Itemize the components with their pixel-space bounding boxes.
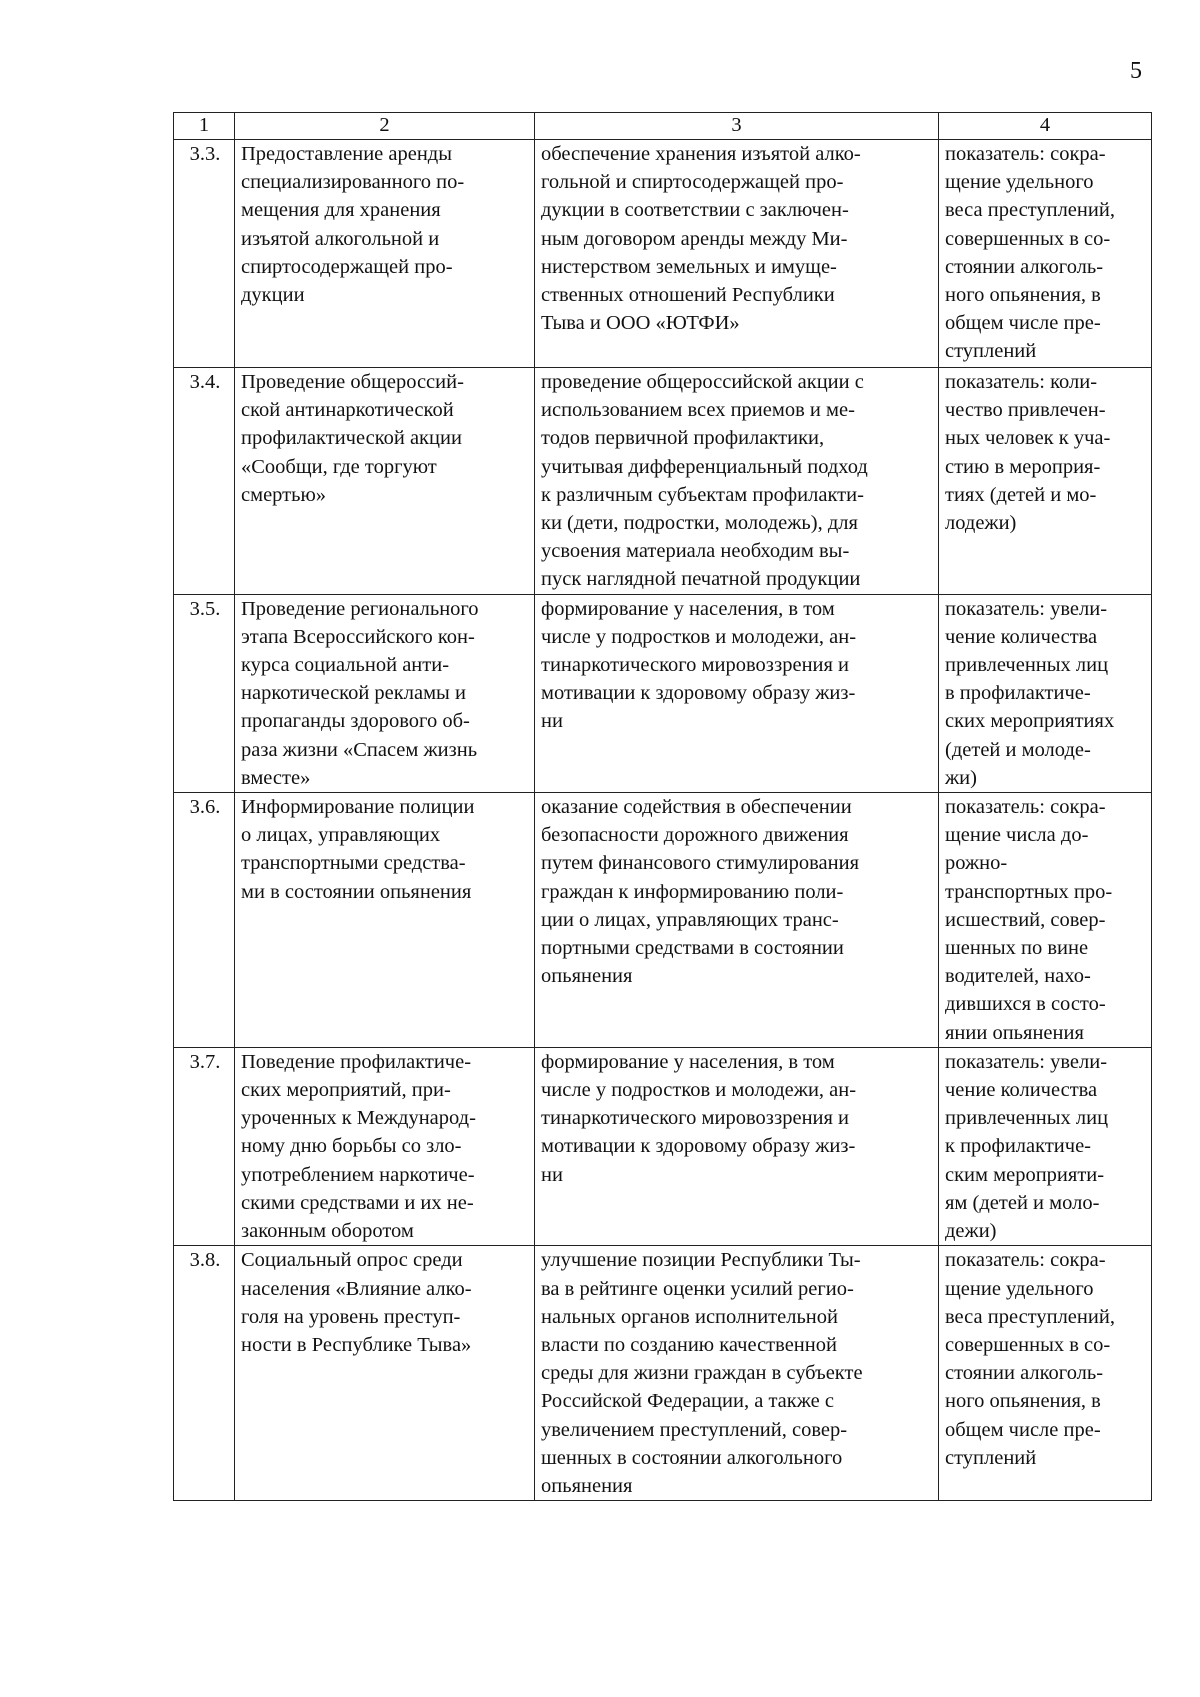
row-number-cell: 3.4. <box>174 368 235 595</box>
result-line: Российской Федерации, а также с <box>541 1390 834 1413</box>
event-line: мещения для хранения <box>241 199 441 222</box>
header-cell-4: 4 <box>939 113 1152 140</box>
row-number-cell: 3.7. <box>174 1047 235 1245</box>
indicator-line: показатель: увели- <box>945 597 1108 620</box>
indicator-line: шенных по вине <box>945 937 1089 960</box>
result-line: ни <box>541 710 563 733</box>
result-line: формирование у населения, в том <box>541 1050 835 1073</box>
indicator-line: к профилактиче- <box>945 1135 1091 1158</box>
event-line: спиртосодержащей про- <box>241 255 453 278</box>
result-line: использованием всех приемов и ме- <box>541 399 855 422</box>
event-line: «Сообщи, где торгуют <box>241 455 437 478</box>
result-line: усвоения материала необходим вы- <box>541 540 850 563</box>
result-line: мотивации к здоровому образу жиз- <box>541 1135 856 1158</box>
indicator-line: ступлений <box>945 1446 1037 1469</box>
event-cell <box>235 368 535 595</box>
indicator-line: водителей, нахо- <box>945 965 1091 988</box>
header-cell-2: 2 <box>235 113 535 140</box>
result-line: шенных в состоянии алкогольного <box>541 1446 843 1469</box>
event-cell <box>235 1246 535 1501</box>
result-line: пуск наглядной печатной продукции <box>541 568 861 591</box>
indicator-cell <box>939 1047 1152 1245</box>
header-cell-1: 1 <box>174 113 235 140</box>
result-line: опьянения <box>541 965 633 988</box>
result-cell <box>535 793 939 1048</box>
indicator-line: показатель: коли- <box>945 371 1098 393</box>
indicator-line: исшествий, совер- <box>945 908 1106 931</box>
event-line: уроченных к Международ- <box>241 1107 476 1130</box>
table-body <box>174 140 1152 1501</box>
indicator-line: веса преступлений, <box>945 199 1115 222</box>
event-line: Социальный опрос среди <box>241 1249 463 1272</box>
table-row <box>174 1246 1152 1501</box>
result-cell <box>535 1246 939 1501</box>
event-line: употреблением наркотиче- <box>241 1163 475 1186</box>
result-line: гольной и спиртосодержащей про- <box>541 171 844 194</box>
result-line: ки (дети, подростки, молодежь), для <box>541 512 858 535</box>
indicator-line: чество привлечен- <box>945 399 1106 422</box>
event-line: изъятой алкогольной и <box>241 227 440 250</box>
result-line: оказание содействия в обеспечении <box>541 796 852 819</box>
event-line: ми в состоянии опьянения <box>241 880 472 903</box>
indicator-line: показатель: сокра- <box>945 796 1106 819</box>
indicator-line: ступлений <box>945 340 1037 363</box>
result-line: учитывая дифференциальный подход <box>541 455 868 478</box>
result-cell <box>535 594 939 792</box>
event-line: Проведение общероссий- <box>241 371 464 393</box>
result-line: формирование у населения, в том <box>541 597 835 620</box>
indicator-line: чение количества <box>945 1079 1098 1102</box>
indicator-line: веса преступлений, <box>945 1305 1115 1328</box>
row-number-cell: 3.3. <box>174 140 235 368</box>
indicator-line: стоянии алкоголь- <box>945 255 1104 278</box>
event-line: вместе» <box>241 766 311 789</box>
event-line: голя на уровень преступ- <box>241 1305 461 1328</box>
event-line: о лицах, управляющих <box>241 824 441 847</box>
indicator-cell <box>939 1246 1152 1501</box>
table-row <box>174 594 1152 792</box>
indicator-line: ного опьянения, в <box>945 1390 1101 1413</box>
indicator-line: лодежи) <box>945 512 1017 535</box>
result-line: среды для жизни граждан в субъекте <box>541 1362 863 1385</box>
row-number-cell: 3.5. <box>174 594 235 792</box>
event-line: населения «Влияние алко- <box>241 1277 472 1300</box>
event-line: законным оборотом <box>241 1220 414 1243</box>
table-row <box>174 793 1152 1048</box>
event-line: ской антинаркотической <box>241 399 454 422</box>
indicator-line: общем числе пре- <box>945 1418 1101 1441</box>
indicator-cell <box>939 594 1152 792</box>
result-line: путем финансового стимулирования <box>541 852 860 875</box>
result-cell <box>535 1047 939 1245</box>
event-cell <box>235 793 535 1048</box>
result-line: тинаркотического мировоззрения и <box>541 1107 850 1130</box>
indicator-line: показатель: сокра- <box>945 1249 1106 1272</box>
result-cell <box>535 140 939 368</box>
result-line: улучшение позиции Республики Ты- <box>541 1249 861 1272</box>
result-line: власти по созданию качественной <box>541 1333 837 1356</box>
indicator-line: тиях (детей и мо- <box>945 483 1097 506</box>
indicator-line: стию в мероприя- <box>945 455 1101 478</box>
indicator-line: чение количества <box>945 625 1098 648</box>
event-line: смертью» <box>241 483 327 506</box>
event-line: Предоставление аренды <box>241 143 453 165</box>
result-line: нальных органов исполнительной <box>541 1305 838 1328</box>
indicator-line: привлеченных лиц <box>945 1107 1109 1130</box>
header-cell-3: 3 <box>535 113 939 140</box>
result-line: опьянения <box>541 1474 633 1497</box>
result-line: проведение общероссийской акции с <box>541 371 864 393</box>
result-line: дукции в соответствии с заключен- <box>541 199 849 222</box>
indicator-line: дившихся в состо- <box>945 993 1106 1016</box>
event-line: специализированного по- <box>241 171 465 194</box>
page-number: 5 <box>1130 58 1142 84</box>
result-line: ным договором аренды между Ми- <box>541 227 848 250</box>
indicator-line: ям (детей и моло- <box>945 1191 1100 1214</box>
indicator-line: стоянии алкоголь- <box>945 1362 1104 1385</box>
indicator-line: рожно- <box>945 852 1008 875</box>
indicator-line: показатель: сокра- <box>945 143 1106 165</box>
indicator-line: щение удельного <box>945 171 1094 194</box>
event-line: раза жизни «Спасем жизнь <box>241 738 478 761</box>
event-line: Поведение профилактиче- <box>241 1050 472 1073</box>
indicator-line: ных человек к уча- <box>945 427 1111 450</box>
event-line: наркотической рекламы и <box>241 682 466 705</box>
event-line: дукции <box>241 284 305 307</box>
row-number-cell: 3.8. <box>174 1246 235 1501</box>
table-header-row <box>174 113 1152 140</box>
result-line: числе у подростков и молодежи, ан- <box>541 1079 857 1102</box>
indicator-line: транспортных про- <box>945 880 1113 903</box>
result-line: безопасности дорожного движения <box>541 824 849 847</box>
result-cell <box>535 368 939 595</box>
event-line: профилактической акции <box>241 427 462 450</box>
indicator-line: совершенных в со- <box>945 1333 1111 1356</box>
indicator-line: щение удельного <box>945 1277 1094 1300</box>
table-row <box>174 368 1152 595</box>
result-line: ва в рейтинге оценки усилий регио- <box>541 1277 854 1300</box>
indicator-line: привлеченных лиц <box>945 654 1109 677</box>
result-line: обеспечение хранения изъятой алко- <box>541 143 861 165</box>
event-line: скими средствами и их не- <box>241 1191 474 1214</box>
result-line: портными средствами в состоянии <box>541 937 844 960</box>
result-line: граждан к информированию поли- <box>541 880 844 903</box>
result-line: к различным субъектам профилакти- <box>541 483 864 506</box>
indicator-line: в профилактиче- <box>945 682 1091 705</box>
event-line: этапа Всероссийского кон- <box>241 625 475 648</box>
result-line: нистерством земельных и имуще- <box>541 255 837 278</box>
event-line: Проведение регионального <box>241 597 479 620</box>
indicator-line: ским мероприяти- <box>945 1163 1105 1186</box>
event-cell <box>235 140 535 368</box>
result-line: числе у подростков и молодежи, ан- <box>541 625 857 648</box>
indicator-line: жи) <box>945 766 977 789</box>
result-line: Тыва и ООО «ЮТФИ» <box>541 312 740 335</box>
indicator-line: щение числа до- <box>945 824 1089 847</box>
measures-table <box>173 112 1152 1501</box>
indicator-line: ного опьянения, в <box>945 284 1101 307</box>
result-line: ции о лицах, управляющих транс- <box>541 908 839 931</box>
table-row <box>174 1047 1152 1245</box>
result-line: тинаркотического мировоззрения и <box>541 654 850 677</box>
event-cell <box>235 594 535 792</box>
indicator-line: (детей и молоде- <box>945 738 1091 761</box>
indicator-line: совершенных в со- <box>945 227 1111 250</box>
indicator-cell <box>939 368 1152 595</box>
indicator-line: показатель: увели- <box>945 1050 1108 1073</box>
event-line: ному дню борьбы со зло- <box>241 1135 462 1158</box>
event-line: Информирование полиции <box>241 796 475 819</box>
result-line: тодов первичной профилактики, <box>541 427 825 450</box>
indicator-line: общем числе пре- <box>945 312 1101 335</box>
event-cell <box>235 1047 535 1245</box>
result-line: увеличением преступлений, совер- <box>541 1418 848 1441</box>
indicator-line: дежи) <box>945 1220 997 1243</box>
indicator-cell <box>939 140 1152 368</box>
indicator-cell <box>939 793 1152 1048</box>
result-line: ственных отношений Республики <box>541 284 835 307</box>
indicator-line: ских мероприятиях <box>945 710 1115 733</box>
event-line: курса социальной анти- <box>241 654 450 677</box>
row-number-cell: 3.6. <box>174 793 235 1048</box>
event-line: транспортными средства- <box>241 852 466 875</box>
indicator-line: янии опьянения <box>945 1021 1084 1044</box>
event-line: ских мероприятий, при- <box>241 1079 451 1102</box>
result-line: мотивации к здоровому образу жиз- <box>541 682 856 705</box>
table-row <box>174 140 1152 368</box>
event-line: ности в Республике Тыва» <box>241 1333 472 1356</box>
result-line: ни <box>541 1163 563 1186</box>
event-line: пропаганды здорового об- <box>241 710 470 733</box>
